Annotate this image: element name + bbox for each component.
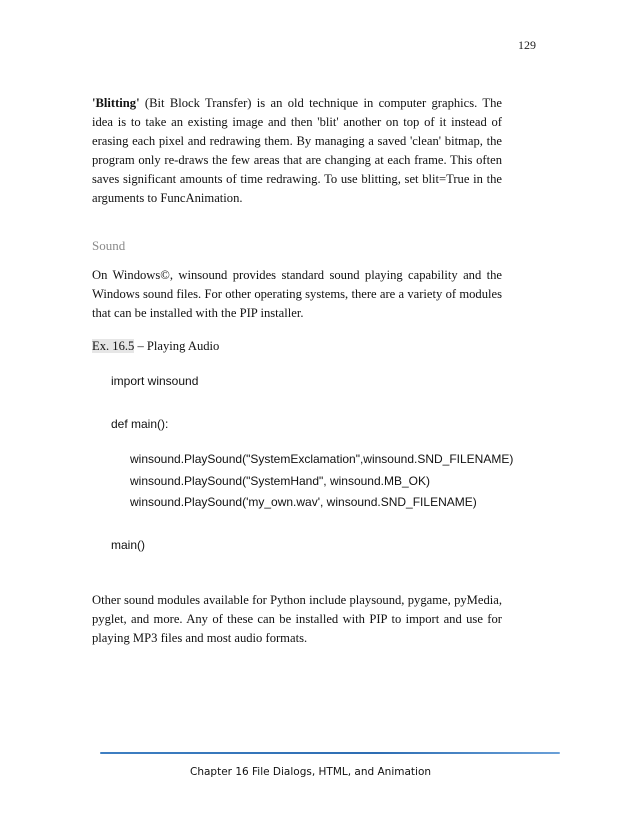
footer-chapter-title: Chapter 16 File Dialogs, HTML, and Animation	[190, 766, 432, 778]
code-call-line: main()	[111, 538, 146, 552]
code-body-line-2: winsound.PlaySound("SystemHand", winsound.MB_OK)	[130, 474, 430, 488]
blitting-term: 'Blitting'	[92, 96, 140, 110]
code-def-line: def main():	[111, 417, 169, 431]
code-import-line: import winsound	[111, 374, 199, 388]
blitting-text: (Bit Block Transfer) is an old technique in computer graphics. The idea is to take an existing image and then 'blit' another on top of it instead of erasing each pixel and redrawing them. By managing a saved 'clean' bitmap, the program only re-draws the few areas that are changing at each frame. This often saves significant amounts of time redrawing. To use blitting, set blit=True in the arguments to FuncAnimation.	[92, 96, 502, 205]
example-id: Ex. 16.5	[92, 339, 135, 353]
closing-paragraph: Other sound modules available for Python include playsound, pygame, pyMedia, pyglet, and more. Any of these can be installed with PIP to import and use for playing MP3 files and most audio formats.	[92, 593, 502, 645]
section-heading-sound: Sound	[92, 238, 126, 253]
code-body-line-1: winsound.PlaySound("SystemExclamation",winsound.SND_FILENAME)	[130, 452, 514, 466]
page-number: 129	[518, 38, 536, 52]
footer-divider	[100, 752, 560, 754]
example-title: – Playing Audio	[134, 339, 220, 353]
code-body-line-3: winsound.PlaySound('my_own.wav', winsound.SND_FILENAME)	[130, 495, 477, 509]
sound-paragraph: On Windows©, winsound provides standard sound playing capability and the Windows sound files. For other operating systems, there are a variety of modules that can be installed with the PIP installer.	[92, 268, 502, 320]
blitting-paragraph	[92, 94, 502, 208]
example-label	[92, 339, 219, 354]
